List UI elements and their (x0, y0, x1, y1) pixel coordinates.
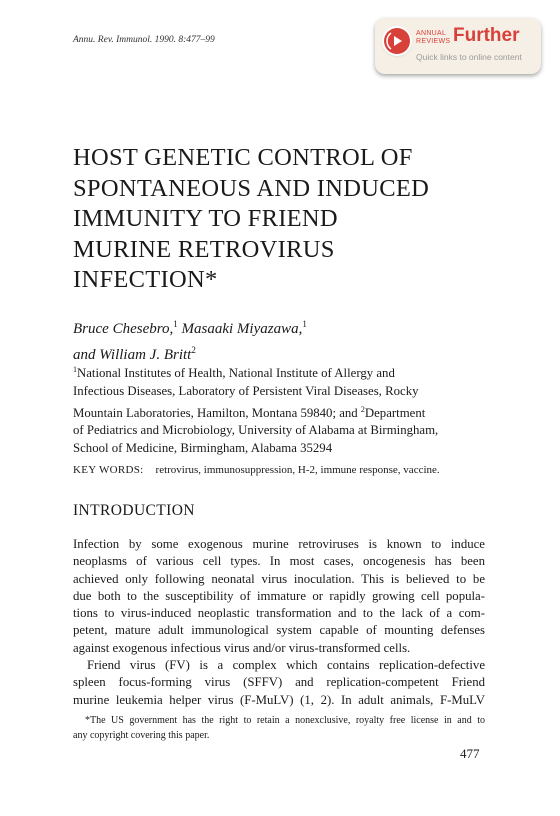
affil-text: Department (364, 405, 426, 420)
keywords (73, 464, 440, 476)
body-line: neoplasms of various cell types. In most cases, oncogenesis has been (73, 554, 485, 569)
title-line: SPONTANEOUS AND INDUCED (73, 174, 430, 202)
body-text (73, 536, 485, 709)
badge-reviews-label: REVIEWS (416, 38, 451, 45)
title-line: INFECTION* (73, 266, 218, 293)
badge-annual-label: ANNUAL (416, 30, 447, 37)
title-line: IMMUNITY TO FRIEND (73, 205, 338, 232)
section-heading: INTRODUCTION (73, 502, 195, 519)
body-line: due both to the susceptibility of immature or rapidly growing cell popula- (73, 588, 485, 603)
body-line: murine leukemia helper virus (F-MuLV) (1, 2). In adult animals, F-MuLV (73, 692, 485, 707)
title-line: MURINE RETROVIRUS (73, 235, 335, 263)
keywords-text: retrovirus, immunosuppression, H-2, immune response, vaccine. (155, 464, 440, 476)
annual-reviews-play-icon (384, 28, 410, 54)
badge-further-label[interactable]: Further (453, 25, 520, 46)
body-line: Infection by some exogenous murine retroviruses is known to induce (73, 537, 485, 551)
article-title (73, 143, 493, 296)
title-line: HOST GENETIC CONTROL OF (73, 144, 413, 171)
affil-line (73, 401, 493, 423)
author-affil-mark: 1 (302, 319, 307, 329)
affil-line: Infectious Diseases, Laboratory of Persistent Viral Diseases, Rocky (73, 383, 419, 398)
affil-mark: 2 (360, 404, 365, 414)
body-line: Friend virus (FV) is a complex which contains replication-defective (87, 658, 485, 673)
further-reviews-badge[interactable] (375, 18, 541, 74)
affil-text: Mountain Laboratories, Hamilton, Montana 59840; and (73, 405, 361, 420)
page-number: 477 (460, 746, 480, 761)
badge-quick-links[interactable]: Quick links to online content (416, 52, 522, 62)
affiliations (73, 361, 493, 458)
footnote (73, 713, 485, 743)
keywords-label: KEY WORDS: (73, 464, 144, 476)
body-line: achieved only following neonatal virus inoculation. This is believed to be (73, 571, 485, 586)
affil-line (73, 361, 493, 383)
affil-mark: 1 (73, 365, 77, 374)
footnote-line: *The US government has the right to retain a nonexclusive, royalty free license in and to (85, 715, 485, 726)
body-line: tions to virus-induced neoplastic transformation and to the lack of a com- (73, 606, 485, 621)
author-affil-mark: 1 (173, 319, 178, 329)
journal-citation: Annu. Rev. Immunol. 1990. 8:477–99 (73, 35, 215, 45)
body-line: spleen focus-forming virus (SFFV) and replication-competent Friend (73, 675, 485, 690)
affil-line: School of Medicine, Birmingham, Alabama 35294 (73, 441, 333, 456)
affil-line: of Pediatrics and Microbiology, University of Alabama at Birmingham, (73, 423, 439, 438)
author-list (73, 314, 307, 366)
footnote-line: any copyright covering this paper. (73, 730, 210, 741)
author-affil-mark: 2 (191, 345, 196, 355)
body-line: against exogenous infectious virus and/or virus-transformed cells. (73, 640, 411, 655)
author-name: Bruce Chesebro, (73, 321, 174, 337)
author-name: Masaaki Miyazawa, (181, 321, 303, 337)
author-name: and William J. Britt (73, 347, 192, 363)
author-line-1 (73, 314, 307, 340)
affil-text: National Institutes of Health, National Institute of Allergy and (77, 366, 395, 380)
body-line: petent, mature adult immunological system capable of mounting defenses (73, 623, 485, 638)
